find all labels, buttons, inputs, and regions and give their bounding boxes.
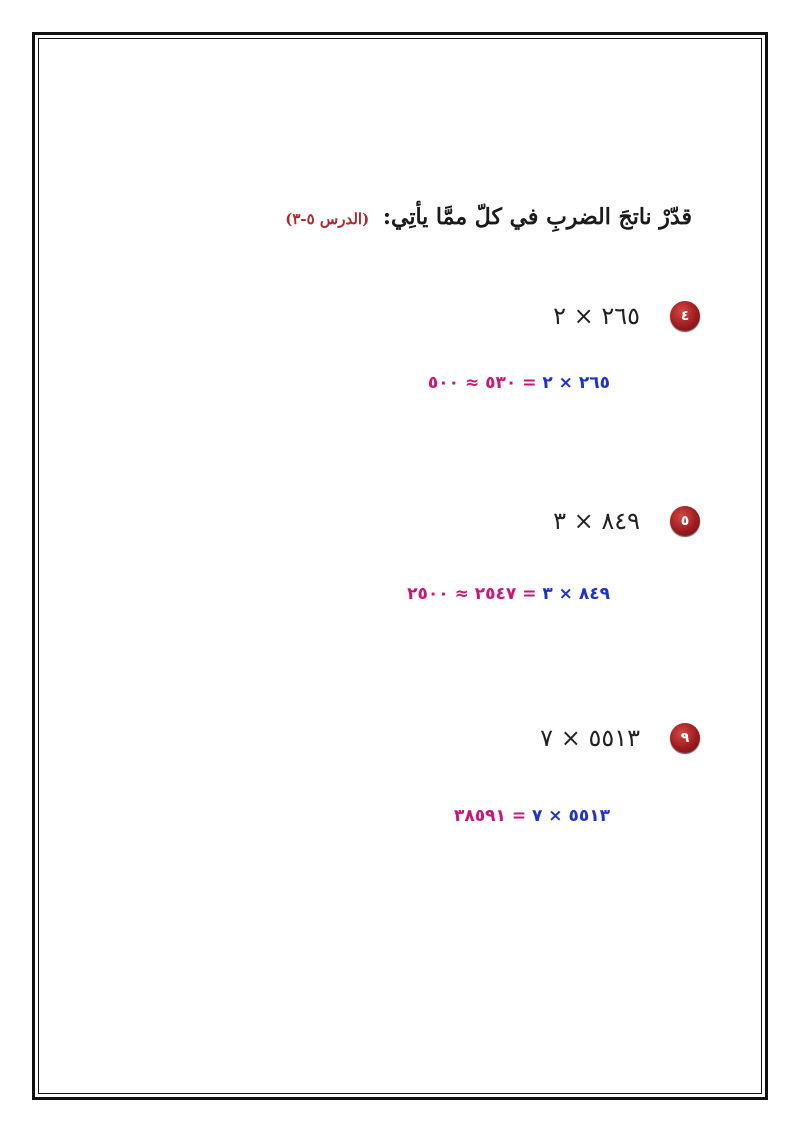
problem-4: [553, 296, 700, 336]
answer-exact: ٥٣٠: [485, 373, 517, 393]
answer-4: [428, 373, 610, 393]
answer-estimate: ٢٥٠٠: [407, 584, 449, 604]
answer-exact: ٢٥٤٧: [474, 584, 517, 604]
lesson-reference: (الدرس ٥-٣): [285, 210, 370, 228]
equals-sign: =: [511, 806, 527, 826]
problem-number-badge: ٩: [670, 723, 700, 753]
answer-estimate: ٥٠٠: [427, 373, 460, 393]
answer-expression: ٢٦٥ × ٢: [542, 373, 610, 393]
answer-9: [454, 806, 610, 826]
problem-expression: ٨٤٩ × ٣: [553, 507, 640, 535]
problem-expression: ٥٥١٣ × ٧: [540, 724, 640, 752]
equals-sign: =: [522, 373, 537, 393]
problem-5: [553, 501, 700, 541]
exercise-heading: [285, 204, 692, 230]
approx-sign: ≈: [454, 584, 469, 604]
answer-exact: ٣٨٥٩١: [454, 806, 506, 826]
problem-number-badge: ٤: [670, 301, 700, 331]
approx-sign: ≈: [464, 373, 480, 393]
answer-5: [407, 584, 610, 604]
answer-expression: ٨٤٩ × ٣: [542, 584, 610, 604]
problem-number-badge: ٥: [670, 506, 700, 536]
problem-9: [540, 718, 700, 758]
page-border-inner: [38, 38, 762, 1094]
equals-sign: =: [522, 584, 537, 604]
answer-expression: ٥٥١٣ × ٧: [532, 806, 610, 826]
heading-text: قدّرْ ناتجَ الضربِ في كلّ ممَّا يأتِي:: [382, 204, 692, 230]
problem-expression: ٢٦٥ × ٢: [553, 302, 640, 330]
